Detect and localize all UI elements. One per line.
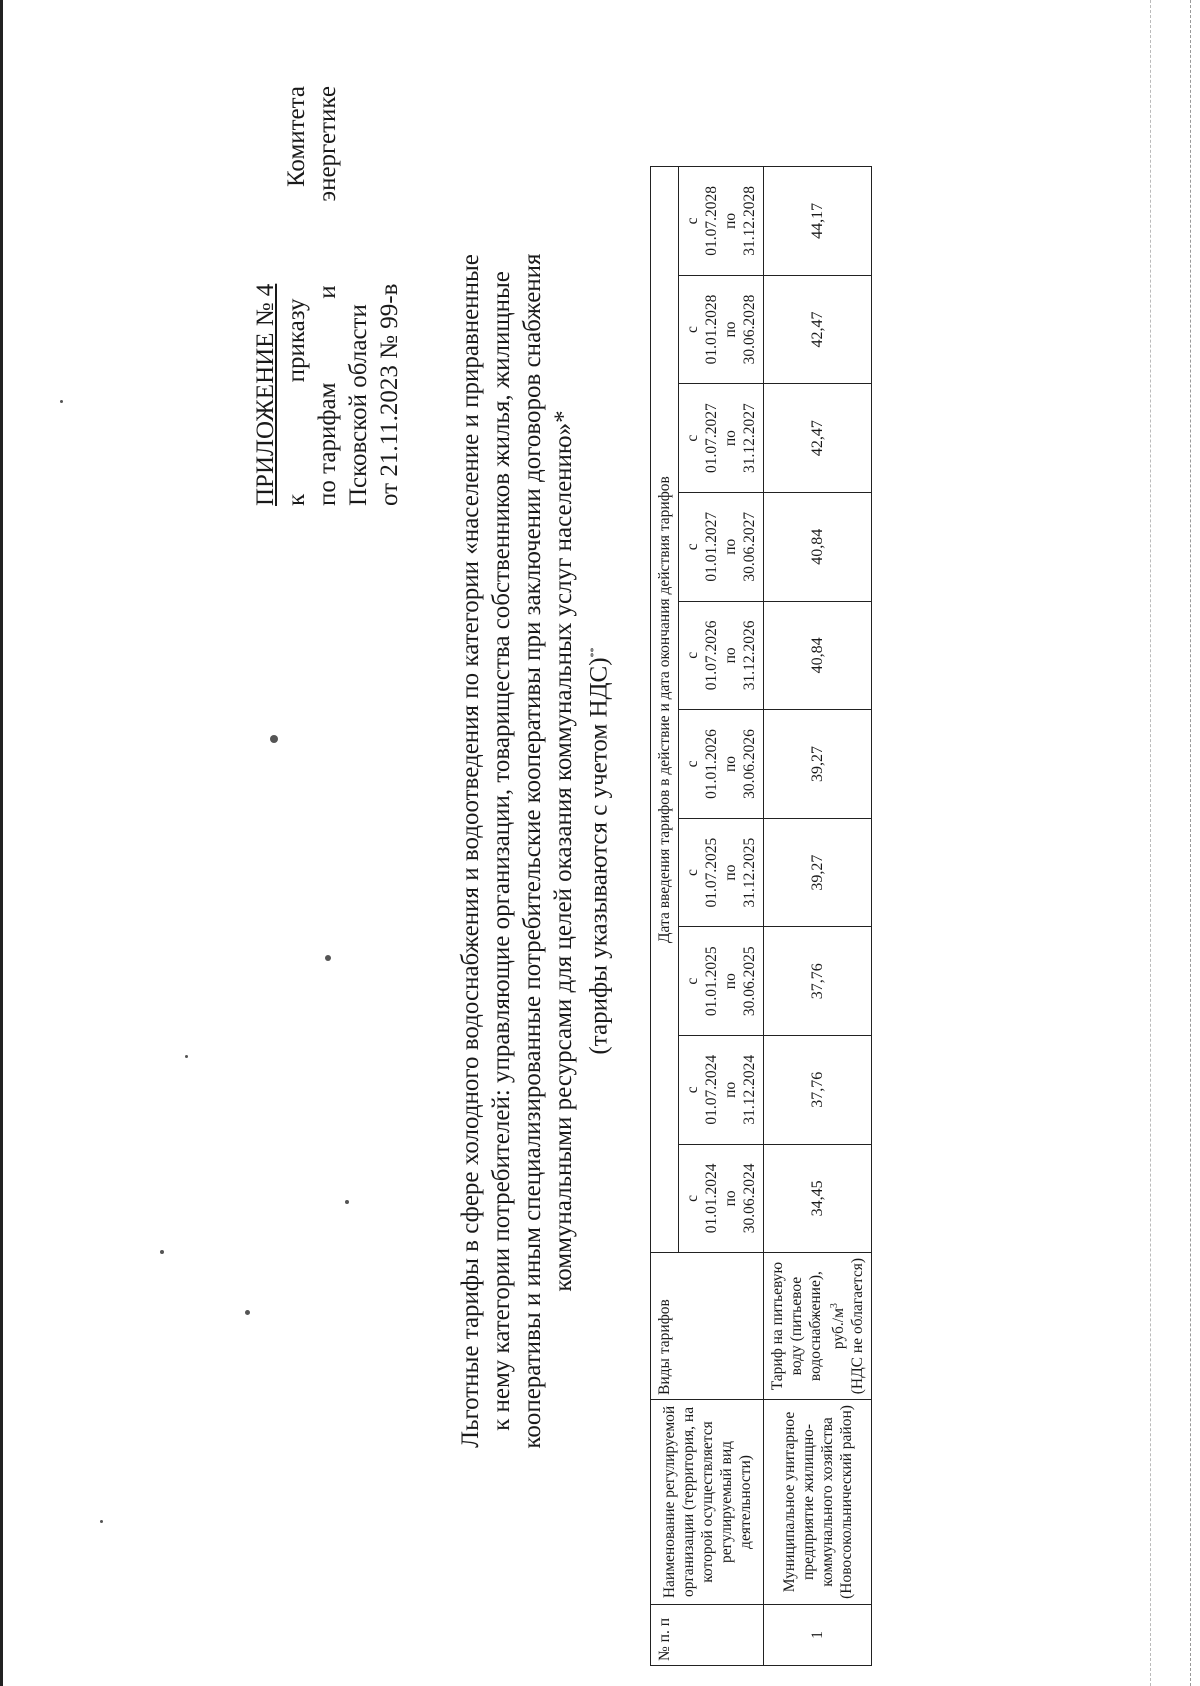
row-kind-sup: 3 [829, 1303, 840, 1309]
heading-line: Льготные тарифы в сфере холодного водоснабжения и водоотведения по категории «население и приравненные [457, 254, 484, 1448]
appendix-word: энергетике [314, 86, 341, 202]
appendix-word: Комитета [283, 86, 310, 188]
period-from-word: с [684, 651, 701, 659]
tariff-value-cell: 37,76 [764, 927, 872, 1036]
appendix-line-1 [281, 86, 312, 506]
period-to: 30.06.2027 [741, 511, 758, 582]
period-from: 01.01.2028 [703, 294, 720, 365]
period-header-cell [679, 167, 764, 276]
tariff-table [650, 166, 872, 1666]
heading-vat-footnote-mark: ** [589, 647, 600, 658]
period-to: 30.06.2026 [741, 729, 758, 799]
period-header-cell [679, 275, 764, 384]
period-from-word: с [684, 326, 701, 333]
row-org: Муниципальное унитарное предприятие жилищно-коммунального хозяйства (Новосокольнический район) [764, 1399, 872, 1604]
period-to-word: по [722, 864, 739, 881]
period-to: 30.06.2028 [741, 294, 758, 365]
appendix-word: по тарифам [314, 382, 341, 506]
tariff-value-cell: 34,45 [764, 1144, 872, 1253]
period-from: 01.07.2027 [703, 403, 720, 474]
period-to: 31.12.2027 [741, 403, 758, 474]
tariff-value-cell: 37,76 [764, 1035, 872, 1144]
period-from-word: с [684, 760, 701, 768]
period-to-word: по [722, 647, 739, 664]
period-from: 01.01.2026 [703, 729, 720, 799]
tariff-value-cell: 39,27 [764, 710, 872, 819]
period-from-word: с [684, 869, 701, 877]
period-from-word: с [684, 217, 701, 225]
appendix-word: приказу [283, 298, 310, 383]
period-to-word: по [722, 212, 739, 229]
period-to-word: по [722, 1190, 739, 1207]
period-to: 31.12.2024 [741, 1054, 758, 1125]
period-to-word: по [722, 430, 739, 447]
appendix-block [250, 86, 405, 506]
appendix-title: ПРИЛОЖЕНИЕ № 4 [252, 283, 279, 506]
period-from-word: с [684, 1194, 701, 1202]
period-to-word: по [722, 1081, 739, 1098]
tariff-value-cell: 42,47 [764, 384, 872, 493]
header-kind: Виды тарифов [651, 1253, 764, 1400]
period-from: 01.01.2025 [703, 946, 720, 1017]
tariff-value-cell: 42,47 [764, 275, 872, 384]
heading-line: коммунальными ресурсами для целей оказания коммунальных услуг населению»* [550, 410, 577, 1292]
period-from: 01.07.2025 [703, 837, 720, 908]
appendix-word: и [314, 285, 341, 299]
document-heading [455, 216, 614, 1486]
appendix-word: к [283, 493, 310, 506]
period-from-word: с [684, 543, 701, 551]
period-from: 01.07.2026 [703, 620, 720, 691]
row-num: 1 [764, 1604, 872, 1665]
period-to: 31.12.2026 [741, 620, 758, 691]
period-to-word: по [722, 973, 739, 990]
tariff-value-cell: 40,84 [764, 601, 872, 710]
period-header-cell [679, 1035, 764, 1144]
table-row [764, 167, 872, 1666]
heading-line: к нему категории потребителей: управляющие организации, товарищества собственников жилья, жилищные [488, 271, 515, 1431]
period-to: 31.12.2028 [741, 185, 758, 256]
row-kind-note: (НДС не облагается) [849, 1257, 867, 1395]
tariff-value-cell: 44,17 [764, 167, 872, 276]
period-from: 01.07.2028 [703, 185, 720, 256]
heading-line: кооперативы и иным специализированные потребительские кооперативы при заключении договоров снабжения [519, 253, 546, 1449]
period-from-word: с [684, 977, 701, 985]
period-header-cell [679, 818, 764, 927]
period-to: 30.06.2024 [741, 1163, 758, 1234]
appendix-line-2 [312, 86, 343, 506]
heading-vat-text: (тарифы указываются с учетом НДС) [585, 657, 613, 1055]
period-from-word: с [684, 434, 701, 442]
period-to: 31.12.2025 [741, 837, 758, 908]
period-to-word: по [722, 321, 739, 338]
appendix-line-3: Псковской области [345, 304, 372, 506]
tariff-value-cell: 39,27 [764, 818, 872, 927]
appendix-line-4: от 21.11.2023 № 99-в [376, 283, 403, 506]
period-header-cell [679, 601, 764, 710]
header-org: Наименование регулируемой организации (территория, на которой осуществляется регулируемый вид деятельности) [651, 1399, 764, 1604]
period-header-cell [679, 384, 764, 493]
period-from: 01.07.2024 [703, 1054, 720, 1125]
header-dates: Дата введения тарифов в действие и дата окончания действия тарифов [651, 167, 679, 1253]
period-from-word: с [684, 1086, 701, 1094]
period-from: 01.01.2024 [703, 1163, 720, 1234]
table-header-row [651, 167, 679, 1666]
period-to-word: по [722, 755, 739, 772]
period-header-cell [679, 927, 764, 1036]
header-num: № п. п [651, 1604, 764, 1665]
period-to-word: по [722, 538, 739, 555]
heading-line-vat [579, 216, 614, 1486]
period-header-cell [679, 710, 764, 819]
tariff-value-cell: 40,84 [764, 492, 872, 601]
row-kind [764, 1253, 872, 1400]
period-from: 01.01.2027 [703, 511, 720, 582]
period-header-cell [679, 492, 764, 601]
period-to: 30.06.2025 [741, 946, 758, 1017]
period-header-cell [679, 1144, 764, 1253]
row-kind-main: Тариф на питьевую воду (питьевое водоснабжение), руб./м [769, 1261, 848, 1391]
